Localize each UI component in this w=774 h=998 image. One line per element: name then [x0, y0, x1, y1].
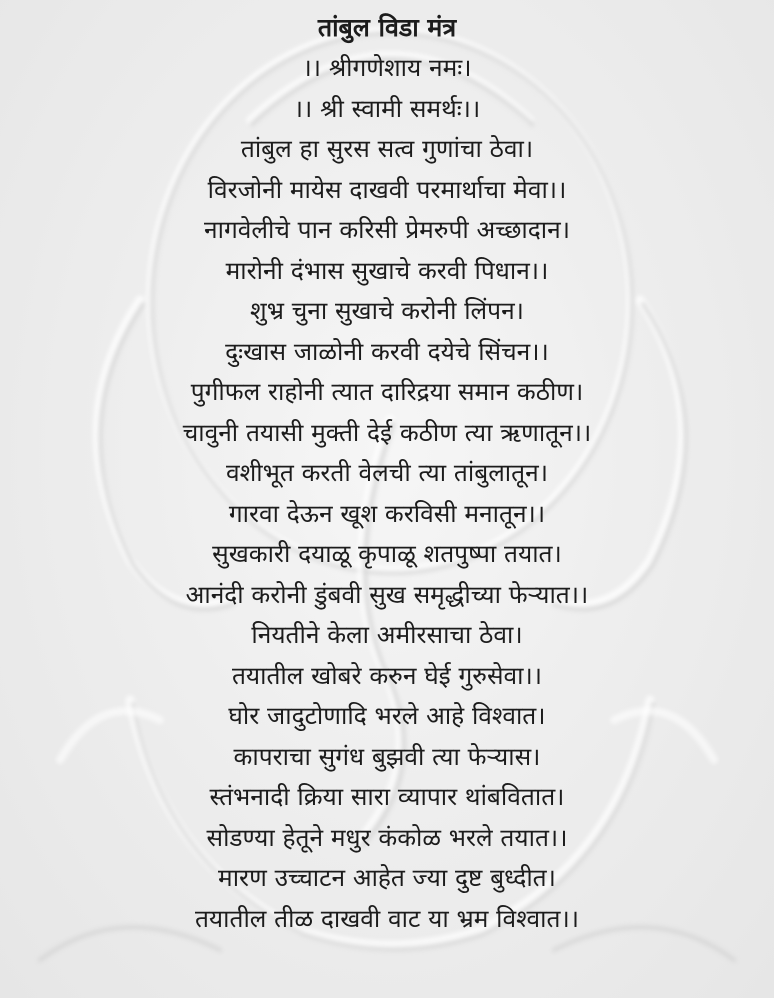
- verse-line: स्तंभनादी क्रिया सारा व्यापार थांबवितात।: [209, 782, 565, 811]
- verse-line: तांबुल हा सुरस सत्व गुणांचा ठेवा।: [240, 134, 534, 163]
- verse-line: वशीभूत करती वेलची त्या तांबुलातून।: [225, 458, 548, 487]
- verse-line: ।। श्री स्वामी समर्थः।।: [293, 93, 481, 123]
- verse-line: विरजोनी मायेस दाखवी परमार्थाचा मेवा।।: [207, 174, 567, 204]
- page-title: तांबुल विडा मंत्र: [317, 13, 457, 42]
- verse-line: नियतीने केला अमीरसाचा ठेवा।: [251, 620, 523, 649]
- verse-line: ।। श्रीगणेशाय नमः।: [302, 53, 472, 82]
- verse-line: पुगीफल राहोनी त्यात दारिद्रया समान कठीण।: [190, 377, 584, 406]
- verse-line: गारवा देऊन खूश करविसी मनातून।।: [228, 498, 546, 528]
- verse-line: तयातील खोबरे करुन घेई गुरुसेवा।।: [231, 660, 543, 690]
- verse-line: दुःखास जाळोनी करवी दयेचे सिंचन।।: [225, 336, 549, 366]
- verse-line: शुभ्र चुना सुखाचे करोनी लिंपन।: [250, 296, 524, 325]
- verse-line: चावुनी तयासी मुक्ती देई कठीण त्या ऋणातून।।: [182, 417, 592, 447]
- verse-line: सुखकारी दयाळू कृपाळू शतपुष्पा तयात।: [212, 539, 562, 568]
- verse-line: तयातील तीळ दाखवी वाट या भ्रम विश्वात।।: [194, 903, 580, 933]
- verse-line: सोडण्या हेतूने मधुर कंकोळ भरले तयात।।: [206, 822, 568, 852]
- mantra-text-block: [0, 8, 774, 939]
- verse-line: मारण उच्चाटन आहेत ज्या दुष्ट बुध्दीत।: [218, 863, 556, 892]
- verse-line: मारोनी दंभास सुखाचे करवी पिधान।।: [225, 255, 549, 285]
- verse-line: घोर जादुटोणादि भरले आहे विश्वात।: [228, 701, 546, 730]
- verse-line: आनंदी करोनी डुंबवी सुख समृद्धीच्या फेऱ्यात।।: [185, 579, 589, 609]
- verse-line: कापराचा सुगंध बुझवी त्या फेऱ्यास।: [233, 741, 541, 771]
- verse-line: नागवेलीचे पान करिसी प्रेमरुपी अच्छादान।: [204, 215, 570, 244]
